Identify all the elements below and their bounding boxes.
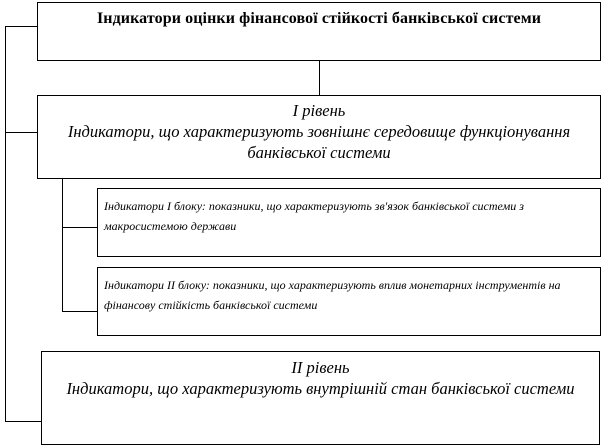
level-2-heading: ІІ рівень [291, 358, 350, 377]
block-2-box [97, 267, 601, 336]
level-1-description: Індикатори, що характеризують зовнішнє середовище функціонування банківської системи [67, 122, 571, 162]
level-1-box [37, 95, 601, 179]
connector-to-block2 [62, 311, 97, 312]
block-2-text: Індикатори ІІ блоку: показники, що характеризують вплив монетарних інструментів на фінансову стійкість банківської системи [104, 278, 561, 312]
connector-left-to-level2 [5, 421, 41, 422]
connector-title-to-level1 [319, 61, 320, 95]
connector-to-block1 [62, 227, 97, 228]
connector-left-vertical [5, 26, 6, 422]
connector-left-to-title [5, 26, 37, 27]
level-2-box [41, 351, 600, 445]
block-1-text: Індикатори І блоку: показники, що характеризують зв'язок банківської системи з макросистемою держави [104, 199, 524, 233]
level-2-description: Індикатори, що характеризують внутрішній стан банківської системи [66, 379, 575, 398]
block-1-box [97, 188, 601, 257]
diagram-title: Індикатори оцінки фінансової стійкості банківської системи [96, 10, 542, 27]
level-1-text [44, 100, 594, 163]
connector-left-to-level1 [5, 132, 37, 133]
level-2-text [48, 357, 593, 399]
level-1-heading: І рівень [292, 101, 346, 120]
connector-level1-vertical [62, 179, 63, 312]
diagram-title-box [37, 2, 601, 61]
